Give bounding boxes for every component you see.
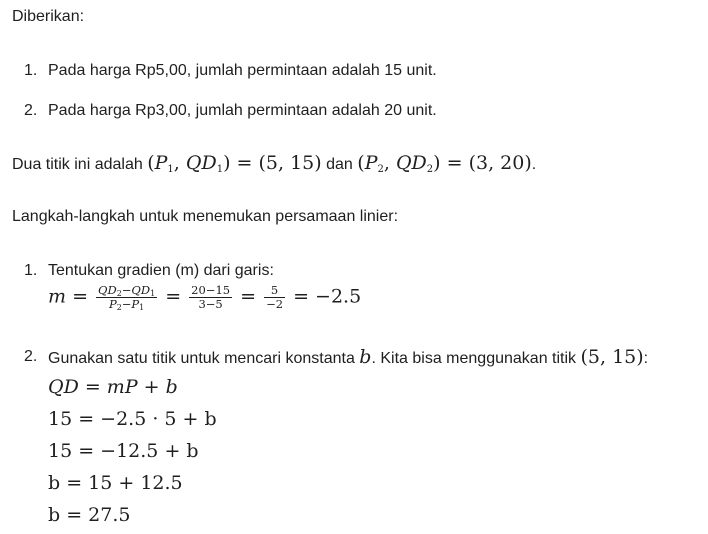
points-prefix: Dua titik ini adalah xyxy=(12,156,143,173)
step-text: Tentukan gradien (m) dari garis: xyxy=(48,262,274,279)
equation-line: b = 15 + 12.5 xyxy=(48,472,183,494)
steps-heading: Langkah-langkah untuk menemukan persamaan linier: xyxy=(12,208,399,225)
fraction-simplified: $\frac{5}{-2}$ xyxy=(266,283,284,311)
gradient-formula: m = $\frac{QD_2-QD_1}{P_2-P_1}$ = $\frac{20-15}{3-5}$ = $\frac{5}{-2}$ = −2.5 xyxy=(48,283,362,312)
list-item-number: 2. xyxy=(24,102,38,119)
chosen-point: (5, 15) xyxy=(580,346,644,368)
points-suffix: . xyxy=(531,156,537,173)
gradient-result: = −2.5 xyxy=(293,285,362,308)
intro-label: Diberikan: xyxy=(12,8,85,25)
equation-line: QD = mP + b xyxy=(48,376,178,398)
fraction-qd-over-p: $\frac{QD_2-QD_1}{P_2-P_1}$ xyxy=(98,283,156,312)
list-item-number: 1. xyxy=(24,62,38,79)
equation-line: 15 = −2.5 · 5 + b xyxy=(48,408,217,430)
point-1-value: (5, 15) xyxy=(258,152,322,174)
point-2-value: (3, 20) xyxy=(468,152,532,174)
fraction-values: $\frac{20-15}{3-5}$ xyxy=(191,283,231,311)
step-number: 1. xyxy=(24,262,38,279)
constant-b: b xyxy=(359,346,372,368)
point-2-formula: ($P_2$, $QD_2) = (3$, 20) xyxy=(357,152,532,175)
step-text: Gunakan satu titik untuk mencari konstanta b. Kita bisa menggunakan titik (5, 15): xyxy=(48,346,649,368)
list-item: Pada harga Rp3,00, jumlah permintaan adalah 20 unit. xyxy=(48,102,437,119)
points-sentence xyxy=(12,152,536,174)
step-number: 2. xyxy=(24,348,38,365)
equation-line: b = 27.5 xyxy=(48,504,131,526)
equation-line: 15 = −12.5 + b xyxy=(48,440,199,462)
point-1-formula: ($P_1$, $QD_1) = (5$, 15) xyxy=(147,152,322,175)
points-connector: dan xyxy=(326,156,353,173)
list-item: Pada harga Rp5,00, jumlah permintaan adalah 15 unit. xyxy=(48,62,437,79)
